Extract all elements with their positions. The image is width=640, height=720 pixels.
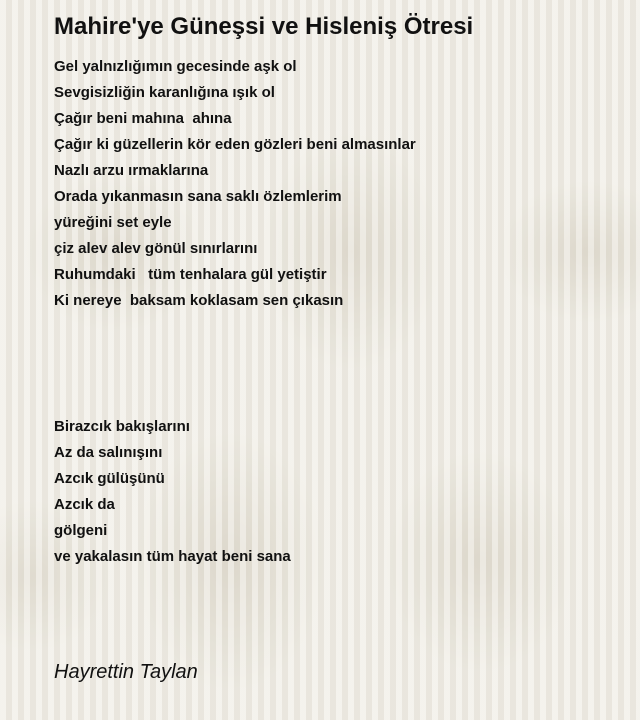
poem-line: Gel yalnızlığımın gecesinde aşk ol [54, 58, 297, 75]
poem-line: Ki nereye baksam koklasam sen çıkasın [54, 292, 344, 309]
poem-line: Azcık da [54, 496, 115, 513]
poem-line: gölgeni [54, 522, 108, 539]
poem-line: ve yakalasın tüm hayat beni sana [54, 548, 291, 565]
poem-title: Mahire'ye Güneşsi ve Hisleniş Ötresi [54, 13, 474, 40]
poem-line: Az da salınışını [54, 444, 163, 461]
poem-line: çiz alev alev gönül sınırlarını [54, 240, 258, 257]
stanza-1 [54, 54, 416, 314]
poem-author: Hayrettin Taylan [54, 661, 198, 683]
poem-line: Ruhumdaki tüm tenhalara gül yetiştir [54, 266, 327, 283]
poem-line: Çağır ki güzellerin kör eden gözleri beni almasınlar [54, 136, 416, 153]
poem-line: yüreğini set eyle [54, 214, 172, 231]
poem-line: Çağır beni mahına ahına [54, 110, 232, 127]
poem-line: Orada yıkanmasın sana saklı özlemlerim [54, 188, 342, 205]
poem-line: Nazlı arzu ırmaklarına [54, 162, 209, 179]
poem-line: Birazcık bakışlarını [54, 418, 190, 435]
poem-line: Azcık gülüşünü [54, 470, 165, 487]
stanza-2 [54, 414, 291, 570]
poem-line: Sevgisizliğin karanlığına ışık ol [54, 84, 275, 101]
